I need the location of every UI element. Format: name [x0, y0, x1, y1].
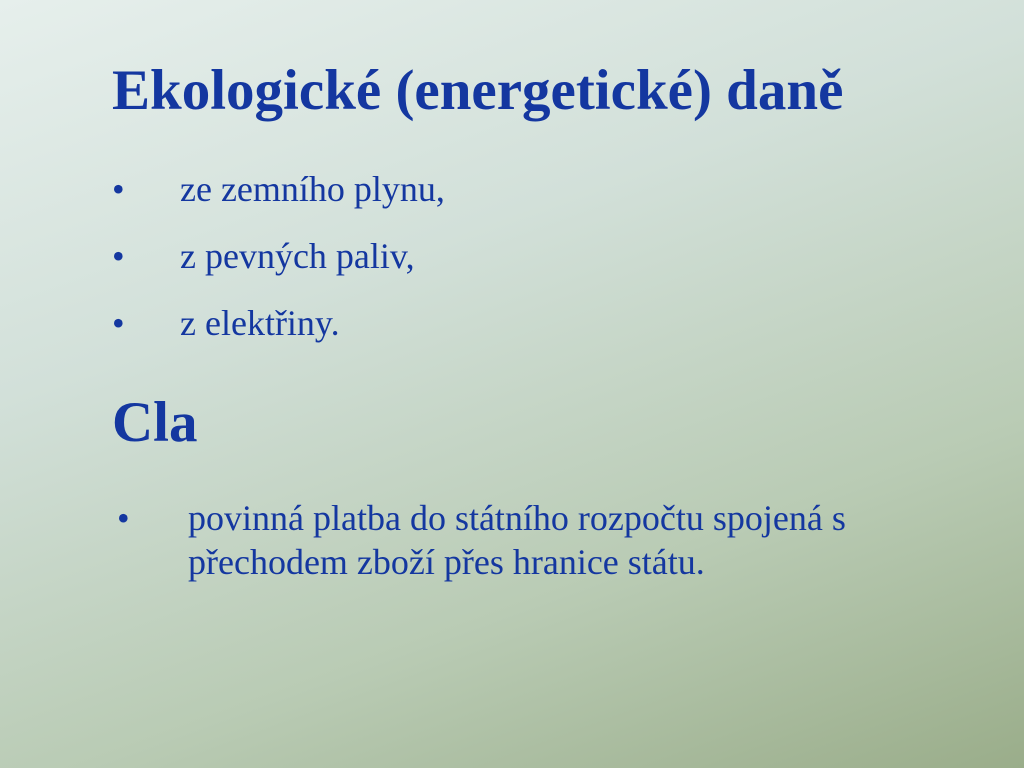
customs-definition-list — [117, 496, 977, 584]
list-item-text: povinná platba do státního rozpočtu spojená s přechodem zboží přes hranice státu. — [188, 498, 846, 582]
list-item-text: z elektřiny. — [180, 303, 340, 343]
list-item-text: ze zemního plynu, — [180, 169, 445, 209]
list-item — [117, 496, 977, 584]
bullet-icon: • — [117, 498, 130, 538]
list-item-text: z pevných paliv, — [180, 236, 415, 276]
bullet-icon: • — [112, 236, 125, 276]
section-title: Cla — [112, 391, 198, 454]
slide-title: Ekologické (energetické) daně — [112, 59, 844, 122]
bullet-icon: • — [112, 303, 125, 343]
bullet-icon: • — [112, 169, 125, 209]
